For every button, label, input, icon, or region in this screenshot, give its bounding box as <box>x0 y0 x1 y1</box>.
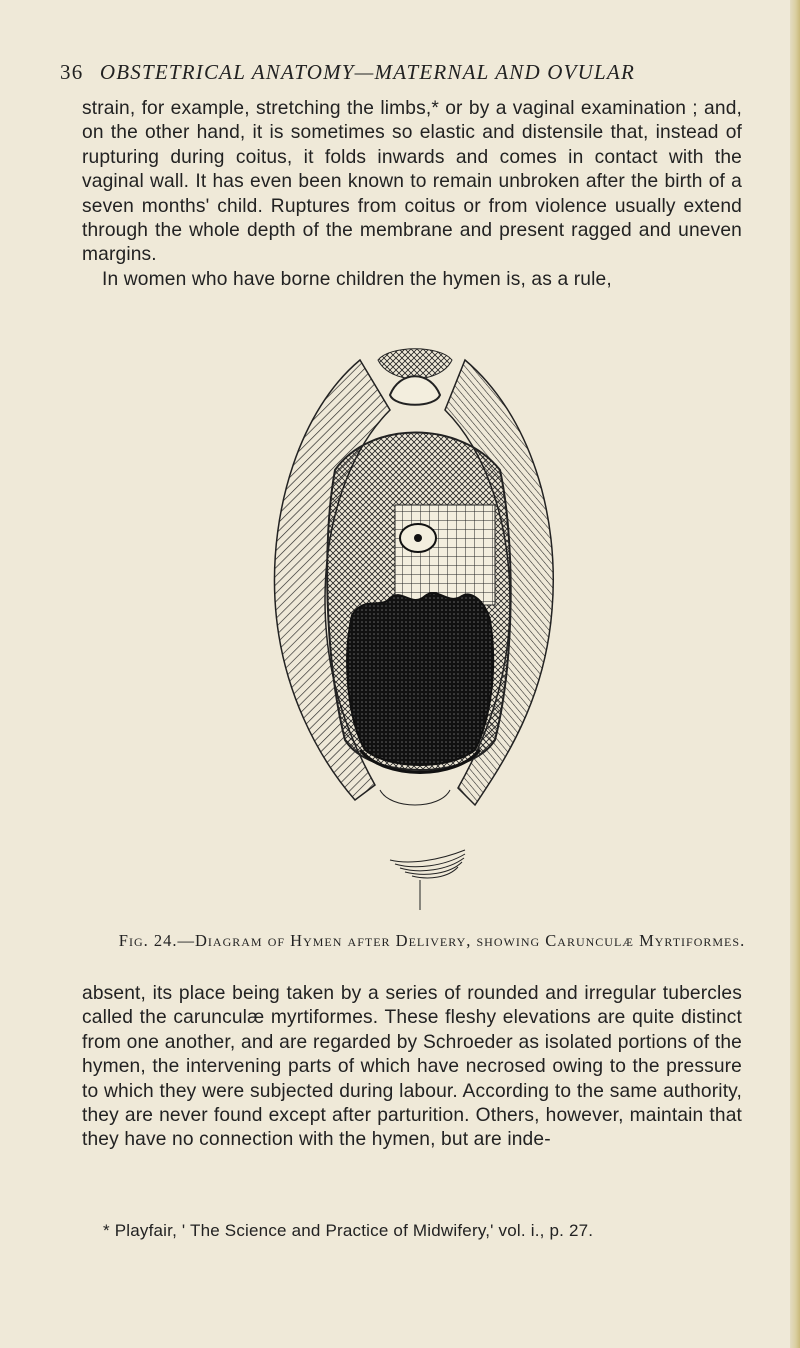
body-text-bottom <box>82 982 742 1153</box>
urethral-orifice-shape <box>400 524 436 552</box>
page-edge <box>790 0 800 1348</box>
paragraph-after-figure: absent, its place being taken by a series of rounded and irregular tubercles called the carunculæ myrtiformes. These fleshy elevations are quite distinct from one another, and are regarded by Schroeder as isolated portions of the hymen, the intervening parts of which have necrosed owing to the pressure to which they were subjected during labour. According to the same authority, they are never found except after parturition. Others, however, maintain that they have no connection with the hymen, but are inde- <box>82 983 742 1151</box>
clitoral-hood-shape <box>390 376 440 405</box>
figure-caption-text: Fig. 24.—Diagram of Hymen after Delivery, showing Carunculæ Myrtiformes. <box>118 931 746 950</box>
paragraph-new: In women who have borne children the hymen is, as a rule, <box>102 268 612 290</box>
vaginal-orifice-shape <box>347 593 493 772</box>
page-number: 36 <box>60 60 84 84</box>
running-title: OBSTETRICAL ANATOMY—MATERNAL AND OVULAR <box>99 60 635 84</box>
perineum-lines <box>380 790 465 910</box>
running-header <box>60 60 760 85</box>
paragraph-continued: strain, for example, stretching the limbs,* or by a vaginal examination ; and, on the other hand, it is sometimes so elastic and distensile that, instead of rupturing during coitus, it folds inwards and comes in contact with the vaginal wall. It has even been known to remain unbroken after the birth of a seven months' child. Ruptures from coitus or from violence usually extend through the whole depth of the membrane and present ragged and uneven margins. <box>82 98 742 266</box>
figure-caption <box>82 930 782 952</box>
body-text-top <box>82 97 742 292</box>
footnote: * Playfair, ' The Science and Practice of Midwifery,' vol. i., p. 27. <box>103 1221 594 1240</box>
hymen-diagram-figure <box>240 340 590 920</box>
